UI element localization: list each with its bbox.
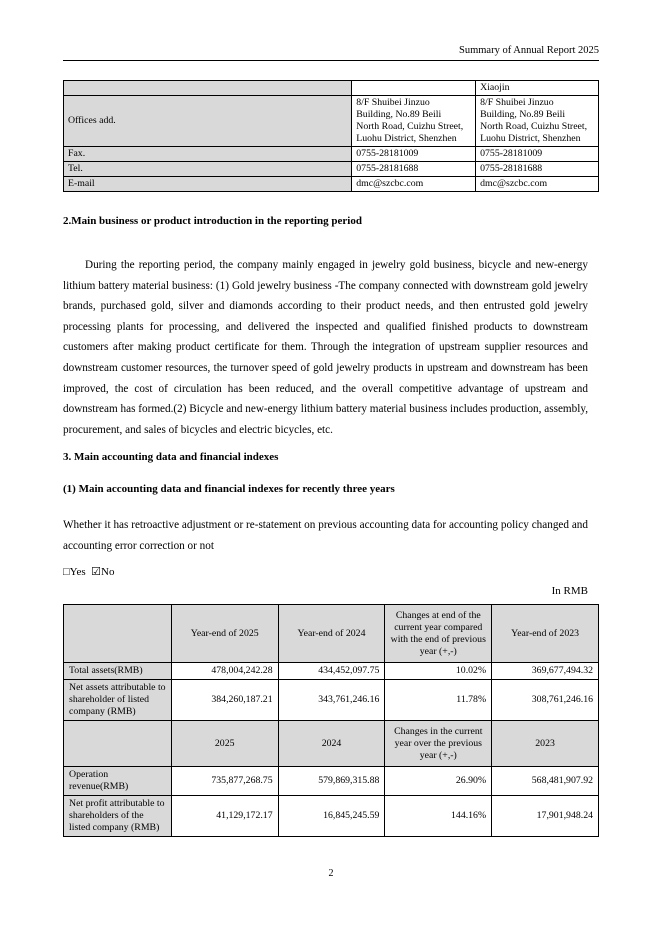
table-row: [64, 81, 599, 96]
table-cell: Offices add.: [64, 96, 352, 147]
table-cell: E-mail: [64, 177, 352, 192]
table-row: [64, 177, 599, 192]
table-header-cell: Year-end of 2025: [171, 605, 278, 663]
table-row: [64, 680, 599, 721]
business-paragraph: [63, 255, 588, 440]
header-rule: [63, 60, 599, 61]
table-cell: 478,004,242.28: [171, 663, 278, 680]
restatement-question: Whether it has retroactive adjustment or re-statement on previous accounting data for accounting policy changed and accounting error correction or not: [63, 519, 588, 552]
table-row: [64, 796, 599, 837]
table-row-label: Net profit attributable to shareholders of the listed company (RMB): [64, 796, 172, 837]
address-line: North Road, Cuizhu Street,: [480, 121, 588, 132]
table-header-cell: [64, 605, 172, 663]
table-cell: [476, 96, 599, 147]
table-cell: 434,452,097.75: [278, 663, 385, 680]
table-cell: 579,869,315.88: [278, 767, 385, 796]
table-row: [64, 147, 599, 162]
no-label: No: [101, 566, 115, 578]
address-line: North Road, Cuizhu Street,: [356, 121, 464, 132]
table-header-cell: Year-end of 2024: [278, 605, 385, 663]
table-row: [64, 663, 599, 680]
table-cell: [352, 81, 476, 96]
financial-data-table: [63, 604, 599, 837]
table-cell: Xiaojin: [476, 81, 599, 96]
section-3-subheading: (1) Main accounting data and financial indexes for recently three years: [63, 483, 395, 495]
table-cell: dmc@szcbc.com: [476, 177, 599, 192]
table-cell: 343,761,246.16: [278, 680, 385, 721]
table-header-cell: Year-end of 2023: [492, 605, 599, 663]
section-2-heading: 2.Main business or product introduction in the reporting period: [63, 215, 362, 227]
yes-label: Yes: [69, 566, 86, 578]
yes-checkbox-icon: □: [63, 566, 70, 578]
table-header-cell: [64, 721, 172, 767]
table-cell: 144.16%: [385, 796, 492, 837]
table-cell: 308,761,246.16: [492, 680, 599, 721]
table-cell: Tel.: [64, 162, 352, 177]
table-cell: dmc@szcbc.com: [352, 177, 476, 192]
currency-unit: In RMB: [551, 585, 588, 597]
business-paragraph-text: During the reporting period, the company mainly engaged in jewelry gold business, bicycle and new-energy lithium battery material business: (1) Gold jewelry business -The company connected with downstream gold jewelry brands, purchased gold, silver and diamonds according to their product needs, and then entrusted gold jewelry processing plants for processing, and delivered the inspected and qualified finished products to downstream customers after making product certificate for them. Through the integration of upstream supplier resources and downstream customer resources, the turnover speed of gold jewelry products in upstream and downstream has been improved, the cost of circulation has been reduced, and the overall competitive advantage of upstream and downstream has formed.(2) Bicycle and new-energy lithium battery material business includes production, assembly, procurement, and sales of bicycles and electric bicycles, etc.: [63, 259, 588, 436]
table-row-label: Total assets(RMB): [64, 663, 172, 680]
table-cell: 369,677,494.32: [492, 663, 599, 680]
table-cell: 16,845,245.59: [278, 796, 385, 837]
table-cell: 568,481,907.92: [492, 767, 599, 796]
address-line: 8/F Shuibei Jinzuo: [480, 97, 554, 108]
contact-info-table: [63, 80, 599, 192]
table-cell: [352, 96, 476, 147]
address-line: Luohu District, Shenzhen: [356, 133, 457, 144]
table-cell: 26.90%: [385, 767, 492, 796]
page-number: 2: [328, 868, 334, 879]
table-header-cell: Changes at end of the current year compared with the end of previous year (+,-): [385, 605, 492, 663]
table-header-cell: 2023: [492, 721, 599, 767]
table-cell: 0755-28181688: [352, 162, 476, 177]
report-header-title: Summary of Annual Report 2025: [459, 45, 599, 56]
table-cell: 11.78%: [385, 680, 492, 721]
table-cell: 17,901,948.24: [492, 796, 599, 837]
restatement-options: [63, 565, 115, 578]
address-line: 8/F Shuibei Jinzuo: [356, 97, 430, 108]
table-cell: 735,877,268.75: [171, 767, 278, 796]
table-cell: 0755-28181009: [352, 147, 476, 162]
address-line: Luohu District, Shenzhen: [480, 133, 581, 144]
table-header-cell: 2024: [278, 721, 385, 767]
table-cell: 10.02%: [385, 663, 492, 680]
table-row: [64, 96, 599, 147]
table-row-label: Net assets attributable to shareholder of listed company (RMB): [64, 680, 172, 721]
table-header-row: [64, 721, 599, 767]
table-cell: 384,260,187.21: [171, 680, 278, 721]
table-cell: 0755-28181009: [476, 147, 599, 162]
table-header-cell: 2025: [171, 721, 278, 767]
address-line: Building, No.89 Beili: [356, 109, 442, 120]
table-row-label: Operation revenue(RMB): [64, 767, 172, 796]
table-cell: 0755-28181688: [476, 162, 599, 177]
section-3-heading: 3. Main accounting data and financial indexes: [63, 451, 279, 463]
table-header-cell: Changes in the current year over the previous year (+,-): [385, 721, 492, 767]
table-cell: 41,129,172.17: [171, 796, 278, 837]
address-line: Building, No.89 Beili: [480, 109, 566, 120]
table-row: [64, 767, 599, 796]
table-cell: Fax.: [64, 147, 352, 162]
table-row: [64, 162, 599, 177]
no-checkbox-checked-icon: ☑: [91, 566, 102, 578]
table-cell: [64, 81, 352, 96]
table-header-row: [64, 605, 599, 663]
